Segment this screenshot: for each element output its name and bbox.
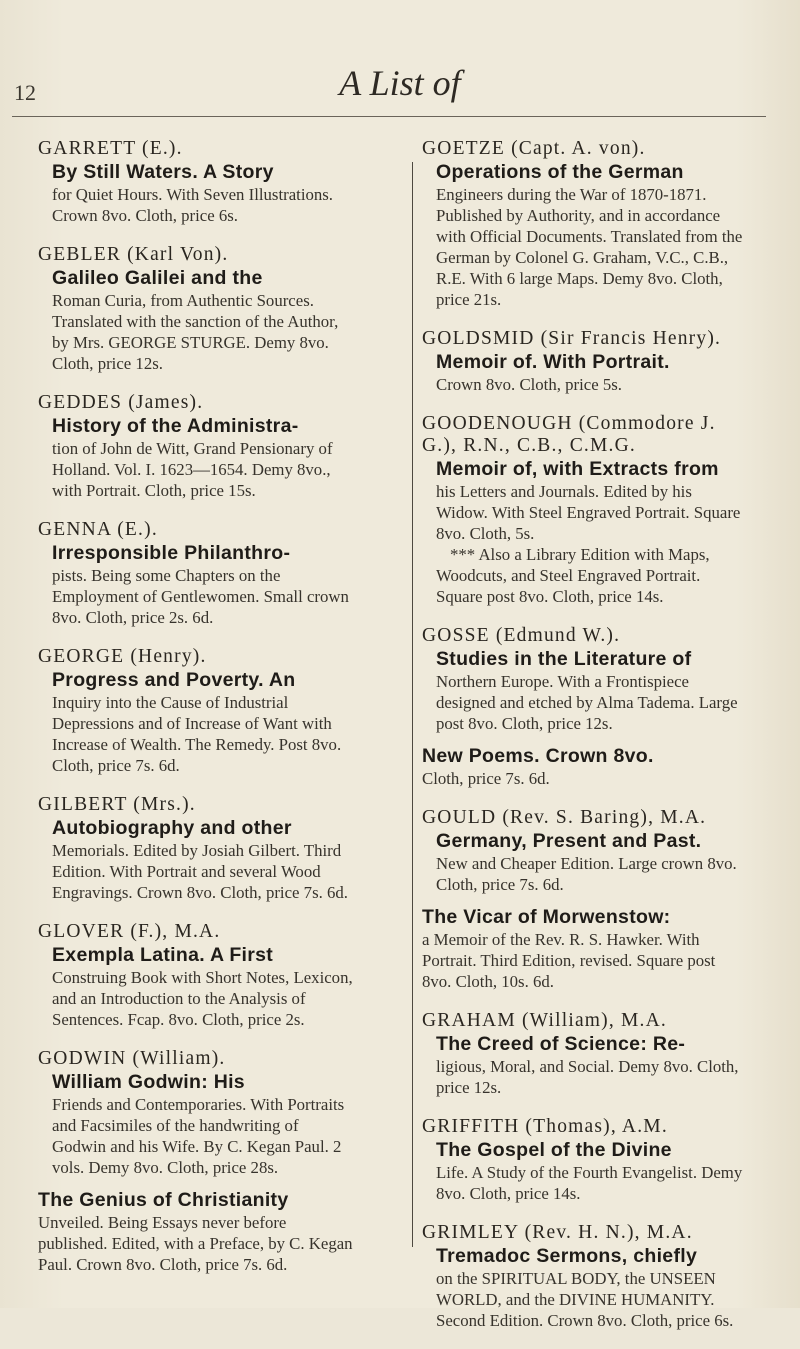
entry-title: Studies in the Literature of — [436, 648, 692, 670]
left-column — [38, 138, 356, 1293]
entry-author: GEORGE (Henry). — [38, 646, 207, 667]
catalogue-entry — [38, 519, 356, 628]
entry-title: Tremadoc Sermons, chiefly — [436, 1245, 698, 1267]
entry-title: Progress and Poverty. An — [52, 669, 296, 691]
sub-entry-title: The Vicar of Morwenstow: — [422, 906, 671, 928]
entry-title: Irresponsible Philanthro- — [52, 542, 291, 564]
entry-description: Roman Curia, from Authentic Sources. Translated with the sanction of the Author, by Mrs. GEORGE STURGE. Demy 8vo. Cloth, price 12s. — [52, 291, 339, 373]
catalogue-entry — [422, 1010, 744, 1098]
entry-title: The Creed of Science: Re- — [436, 1033, 686, 1055]
entry-description: ligious, Moral, and Social. Demy 8vo. Cloth, price 12s. — [436, 1057, 739, 1097]
entry-description: Inquiry into the Cause of Industrial Depressions and of Increase of Want with Increase of Wealth. The Remedy. Post 8vo. Cloth, price 7s. 6d. — [52, 693, 342, 775]
entry-title: Memoir of, with Extracts from — [436, 458, 719, 480]
catalogue-entry — [422, 1116, 744, 1204]
entry-title: The Gospel of the Divine — [436, 1139, 672, 1161]
header-rule — [12, 116, 766, 117]
entry-title: William Godwin: His — [52, 1071, 245, 1093]
entry-author: GOULD (Rev. S. Baring), M.A. — [422, 807, 707, 828]
entry-author: GOODENOUGH (Commodore J. G.), R.N., C.B., C.M.G. — [422, 413, 716, 456]
catalogue-entry — [38, 244, 356, 374]
entry-description: Friends and Contemporaries. With Portraits and Facsimiles of the handwriting of Godwin and his Wife. By C. Kegan Paul. 2 vols. Demy 8vo. Cloth, price 28s. — [52, 1095, 345, 1177]
sub-entry — [422, 744, 744, 789]
catalogue-entry — [422, 138, 744, 310]
entry-title: Autobiography and other — [52, 817, 292, 839]
catalogue-entry — [38, 646, 356, 776]
entry-description: on the SPIRITUAL BODY, the UNSEEN WORLD, and the DIVINE HUMANITY. Second Edition. Crown 8vo. Cloth, price 6s. — [436, 1269, 734, 1330]
sub-entry-description: Cloth, price 7s. 6d. — [422, 769, 550, 788]
entry-title: Operations of the German — [436, 161, 684, 183]
right-column — [422, 138, 744, 1349]
entry-description: Crown 8vo. Cloth, price 5s. — [436, 375, 622, 394]
page-number: 12 — [14, 80, 36, 105]
entry-author: GODWIN (William). — [38, 1048, 226, 1069]
entry-description: Construing Book with Short Notes, Lexicon, and an Introduction to the Analysis of Sentences. Fcap. 8vo. Cloth, price 2s. — [52, 968, 353, 1029]
entry-title: History of the Administra- — [52, 415, 299, 437]
catalogue-entry — [422, 328, 744, 395]
entry-description: New and Cheaper Edition. Large crown 8vo. Cloth, price 7s. 6d. — [436, 854, 737, 894]
entry-author: GARRETT (E.). — [38, 138, 183, 159]
column-divider — [412, 162, 413, 1247]
sub-entry — [422, 905, 744, 992]
entry-description: Engineers during the War of 1870-1871. Published by Authority, and in accordance with Official Documents. Translated from the German by Colonel G. Graham, V.C., C.B., R.E. With 6 large Maps. Demy 8vo. Cloth, price 21s. — [436, 185, 743, 309]
sub-entry-description: Unveiled. Being Essays never before published. Edited, with a Preface, by C. Kegan Paul. Crown 8vo. Cloth, price 7s. 6d. — [38, 1213, 353, 1274]
entry-author: GOSSE (Edmund W.). — [422, 625, 621, 646]
catalogue-entry — [422, 807, 744, 992]
entry-author: GILBERT (Mrs.). — [38, 794, 196, 815]
entry-author: GLOVER (F.), M.A. — [38, 921, 221, 942]
catalogue-entry — [38, 1048, 356, 1275]
entry-author: GRAHAM (William), M.A. — [422, 1010, 667, 1031]
entry-description: for Quiet Hours. With Seven Illustrations. Crown 8vo. Cloth, price 6s. — [52, 185, 333, 225]
running-title: A List of — [339, 63, 461, 103]
catalogue-entry — [422, 1222, 744, 1331]
sub-entry-title: New Poems. Crown 8vo. — [422, 745, 654, 767]
entry-author: GEDDES (James). — [38, 392, 204, 413]
entry-description: Life. A Study of the Fourth Evangelist. Demy 8vo. Cloth, price 14s. — [436, 1163, 743, 1203]
catalogue-entry — [38, 921, 356, 1030]
entry-title: Memoir of. With Portrait. — [436, 351, 670, 373]
entry-description: Northern Europe. With a Frontispiece designed and etched by Alma Tadema. Large post 8vo. Cloth, price 12s. — [436, 672, 738, 733]
entry-title: Germany, Present and Past. — [436, 830, 702, 852]
entry-description: tion of John de Witt, Grand Pensionary of Holland. Vol. I. 1623—1654. Demy 8vo., with Portrait. Cloth, price 15s. — [52, 439, 333, 500]
catalogue-entry — [38, 138, 356, 226]
entry-author: GRIFFITH (Thomas), A.M. — [422, 1116, 668, 1137]
catalogue-entry — [38, 392, 356, 501]
page-header — [0, 62, 800, 122]
entry-title: Exempla Latina. A First — [52, 944, 274, 966]
entry-description: pists. Being some Chapters on the Employment of Gentlewomen. Small crown 8vo. Cloth, price 2s. 6d. — [52, 566, 349, 627]
sub-entry-description: a Memoir of the Rev. R. S. Hawker. With Portrait. Third Edition, revised. Square post 8vo. Cloth, 10s. 6d. — [422, 930, 716, 991]
entry-author: GOLDSMID (Sir Francis Henry). — [422, 328, 722, 349]
sub-entry — [38, 1188, 356, 1275]
entry-description: Memorials. Edited by Josiah Gilbert. Third Edition. With Portrait and several Wood Engravings. Crown 8vo. Cloth, price 7s. 6d. — [52, 841, 348, 902]
catalogue-entry — [38, 794, 356, 903]
entry-description: his Letters and Journals. Edited by his Widow. With Steel Engraved Portrait. Square 8vo. Cloth, 5s. — [436, 482, 741, 543]
catalogue-entry — [422, 625, 744, 789]
sub-entry-title: The Genius of Christianity — [38, 1189, 289, 1211]
entry-author: GENNA (E.). — [38, 519, 158, 540]
catalogue-entry — [422, 413, 744, 607]
entry-author: GOETZE (Capt. A. von). — [422, 138, 646, 159]
entry-title: Galileo Galilei and the — [52, 267, 263, 289]
entry-note: *** Also a Library Edition with Maps, Woodcuts, and Steel Engraved Portrait. Square post 8vo. Cloth, price 14s. — [436, 545, 710, 606]
entry-title: By Still Waters. A Story — [52, 161, 274, 183]
entry-author: GEBLER (Karl Von). — [38, 244, 229, 265]
entry-author: GRIMLEY (Rev. H. N.), M.A. — [422, 1222, 693, 1243]
